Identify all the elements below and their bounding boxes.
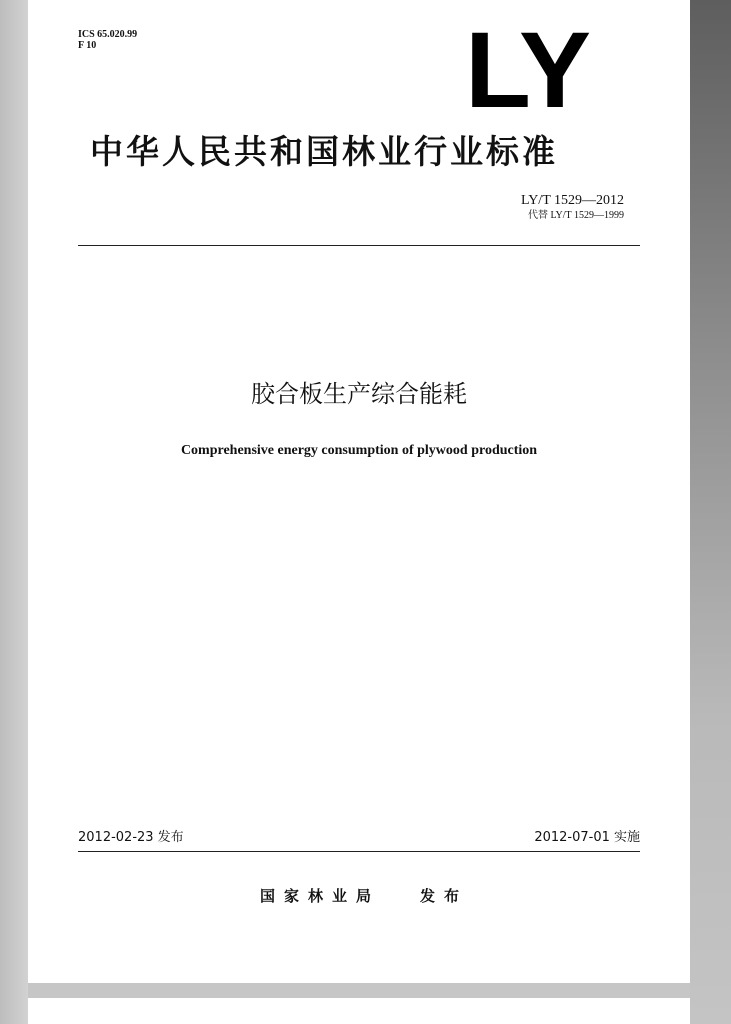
background-right xyxy=(690,0,731,1024)
background-left xyxy=(0,0,28,1024)
replaces-code: 代替 LY/T 1529—1999 xyxy=(527,210,624,221)
document-page xyxy=(28,0,690,983)
ics-code: ICS 65.020.99 xyxy=(78,29,138,40)
next-page-edge xyxy=(28,998,690,1024)
classification-codes xyxy=(78,29,137,51)
issue-date: 2012-02-23 发布 xyxy=(78,830,184,845)
bottom-divider xyxy=(78,851,640,852)
implementation-date: 2012-07-01 实施 xyxy=(534,830,640,845)
ly-logo: LY xyxy=(465,9,590,130)
standard-type-title: 中华人民共和国林业行业标准 xyxy=(90,132,558,171)
publisher-name: 国家林业局 xyxy=(260,887,381,905)
document-title-zh: 胶合板生产综合能耗 xyxy=(251,380,467,408)
document-title-en: Comprehensive energy consumption of plywood production xyxy=(180,443,538,458)
top-divider xyxy=(78,245,640,246)
ccs-code: F 10 xyxy=(78,40,97,51)
publish-label: 发布 xyxy=(420,887,469,905)
standard-code: LY/T 1529—2012 xyxy=(521,193,624,208)
